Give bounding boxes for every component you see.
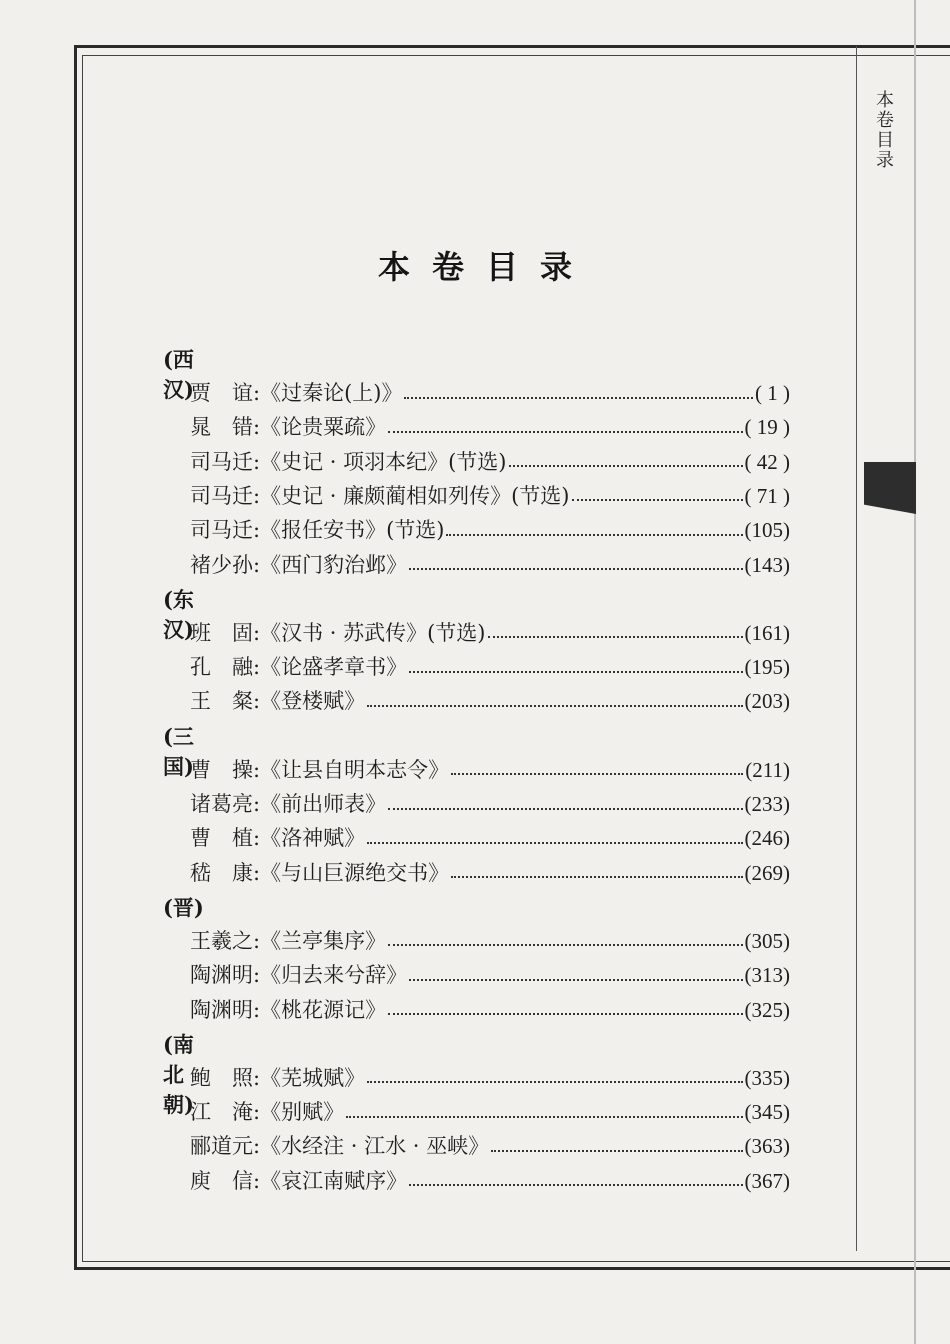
entry-author: 司马迁: [190, 518, 253, 543]
toc-entry[interactable]: [190, 481, 790, 511]
toc-entry[interactable]: [190, 618, 790, 648]
entry-author: 孔 融: [190, 655, 253, 680]
entry-title: 《桃花源记》: [260, 997, 387, 1022]
section-heading: (三国): [163, 723, 194, 779]
toc-entry[interactable]: [190, 550, 790, 580]
entry-page-number: (269): [744, 860, 790, 885]
dot-leader: [509, 464, 743, 467]
dot-leader: [346, 1115, 742, 1118]
entry-page-number: (143): [744, 552, 790, 577]
dot-leader: [488, 635, 743, 638]
dot-leader: [367, 704, 742, 707]
entry-colon: :: [253, 449, 261, 474]
entry-author: 王羲之: [190, 928, 253, 953]
toc-entry[interactable]: [190, 652, 790, 682]
entry-author: 江 淹: [190, 1100, 253, 1125]
entry-page-number: (161): [744, 620, 790, 645]
entry-page-number: (203): [744, 689, 790, 714]
dot-leader: [446, 533, 742, 536]
entry-page-number: ( 71 ): [744, 483, 790, 508]
entry-title: 《与山巨源绝交书》: [260, 860, 450, 885]
entry-colon: :: [253, 1100, 261, 1125]
entry-colon: :: [253, 997, 261, 1022]
entry-author: 王 粲: [190, 689, 253, 714]
entry-page-number: (313): [744, 963, 790, 988]
entry-author: 曹 植: [190, 826, 253, 851]
entry-title: 《哀江南赋序》: [260, 1168, 408, 1193]
entry-title: 《西门豹治邺》: [260, 552, 408, 577]
entry-colon: :: [253, 826, 261, 851]
page-edge: [914, 0, 916, 1344]
entry-colon: :: [253, 415, 261, 440]
dot-leader: [451, 875, 742, 878]
entry-page-number: ( 1 ): [755, 381, 790, 405]
entry-author: 晁 错: [190, 415, 253, 440]
entry-title: 《史记 · 项羽本纪》(节选): [260, 449, 507, 474]
toc-entry[interactable]: [190, 1063, 790, 1093]
entry-title: 《兰亭集序》: [260, 928, 387, 953]
entry-page-number: (305): [744, 928, 790, 953]
dot-leader: [388, 807, 742, 810]
entry-page-number: ( 42 ): [744, 449, 790, 474]
dot-leader: [572, 498, 743, 501]
entry-colon: :: [253, 757, 261, 782]
entry-page-number: (195): [744, 655, 790, 680]
dot-leader: [388, 943, 742, 946]
entry-page-number: (211): [745, 757, 790, 782]
entry-colon: :: [253, 483, 261, 508]
dot-leader: [409, 978, 742, 981]
toc-entry[interactable]: [190, 789, 790, 819]
entry-page-number: (325): [744, 997, 790, 1022]
margin-rule: [856, 46, 857, 1251]
entry-author: 郦道元: [190, 1134, 253, 1159]
entry-page-number: (246): [744, 826, 790, 851]
dot-leader: [388, 1012, 742, 1015]
entry-title: 《芜城赋》: [260, 1065, 366, 1090]
entry-colon: :: [253, 792, 261, 816]
entry-page-number: (233): [744, 792, 790, 816]
entry-title: 《前出师表》: [260, 792, 387, 816]
toc-entry[interactable]: [190, 412, 790, 442]
toc-entry[interactable]: [190, 1131, 790, 1161]
dot-leader: [404, 396, 753, 399]
dot-leader: [409, 567, 742, 570]
toc-entry[interactable]: [190, 686, 790, 716]
entry-title: 《报任安书》(节选): [260, 518, 445, 543]
entry-colon: :: [253, 860, 261, 885]
entry-colon: :: [253, 655, 261, 680]
entry-author: 嵇 康: [190, 860, 253, 885]
entry-author: 曹 操: [190, 757, 253, 782]
entry-author: 庾 信: [190, 1168, 253, 1193]
entry-title: 《洛神赋》: [260, 826, 366, 851]
entry-colon: :: [253, 689, 261, 714]
toc-entry[interactable]: [190, 995, 790, 1025]
entry-author: 褚少孙: [190, 552, 253, 577]
entry-title: 《汉书 · 苏武传》(节选): [260, 620, 486, 645]
entry-author: 诸葛亮: [190, 792, 253, 816]
entry-author: 司马迁: [190, 483, 253, 508]
entry-author: 鲍 照: [190, 1065, 253, 1090]
entry-colon: :: [253, 963, 261, 988]
entry-author: 司马迁: [190, 449, 253, 474]
entry-colon: :: [253, 1168, 261, 1193]
entry-page-number: (367): [744, 1168, 790, 1193]
dot-leader: [451, 772, 743, 775]
section-heading: (东汉): [163, 586, 194, 642]
toc-entry[interactable]: [190, 755, 790, 785]
entry-title: 《别赋》: [260, 1100, 345, 1125]
entry-title: 《论贵粟疏》: [260, 415, 387, 440]
dot-leader: [367, 841, 742, 844]
entry-page-number: (363): [744, 1134, 790, 1159]
toc-entry[interactable]: [190, 515, 790, 545]
dot-leader: [491, 1149, 742, 1152]
entry-title: 《史记 · 廉颇蔺相如列传》(节选): [260, 483, 570, 508]
entry-author: 陶渊明: [190, 997, 253, 1022]
entry-title: 《让县自明本志令》: [260, 757, 450, 782]
entry-page-number: ( 19 ): [744, 415, 790, 440]
page-title: 本卷目录: [377, 248, 594, 286]
toc-entry[interactable]: [190, 1097, 790, 1127]
entry-colon: :: [253, 381, 261, 405]
entry-author: 班 固: [190, 620, 253, 645]
toc-entry[interactable]: [190, 1166, 790, 1196]
section-heading: (晋): [163, 894, 204, 920]
toc-entry[interactable]: [190, 378, 790, 408]
toc-entry[interactable]: [190, 447, 790, 477]
dot-leader: [367, 1080, 742, 1083]
entry-page-number: (335): [744, 1065, 790, 1090]
toc-entry[interactable]: [190, 858, 790, 888]
entry-page-number: (105): [744, 518, 790, 543]
entry-title: 《登楼赋》: [260, 689, 366, 714]
section-heading: (南北朝): [163, 1031, 194, 1117]
entry-title: 《水经注 · 江水 · 巫峡》: [260, 1134, 490, 1159]
toc-entry[interactable]: [190, 926, 790, 956]
entry-colon: :: [253, 518, 261, 543]
toc-entry[interactable]: [190, 960, 790, 990]
entry-colon: :: [253, 552, 261, 577]
dot-leader: [409, 670, 742, 673]
entry-colon: :: [253, 1134, 261, 1159]
entry-colon: :: [253, 620, 261, 645]
dot-leader: [388, 430, 742, 433]
running-header: 本卷目录: [873, 90, 894, 170]
section-heading: (西汉): [163, 347, 194, 402]
dot-leader: [409, 1183, 742, 1186]
entry-title: 《论盛孝章书》: [260, 655, 408, 680]
toc-entry[interactable]: [190, 823, 790, 853]
entry-title: 《归去来兮辞》: [260, 963, 408, 988]
entry-colon: :: [253, 1065, 261, 1090]
entry-colon: :: [253, 928, 261, 953]
entry-author: 贾 谊: [190, 381, 253, 405]
entry-title: 《过秦论(上)》: [260, 381, 403, 405]
entry-author: 陶渊明: [190, 963, 253, 988]
entry-page-number: (345): [744, 1100, 790, 1125]
